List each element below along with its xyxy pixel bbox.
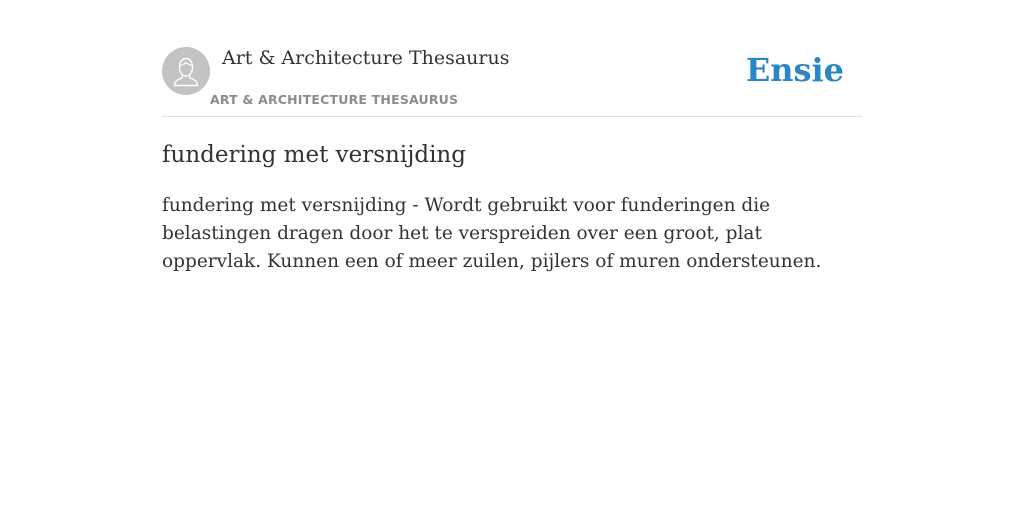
entry-definition: fundering met versnijding - Wordt gebruikt voor funderingen die belastingen dragen door het te verspreiden over een groot, plat oppervlak. Kunnen een of meer zuilen, pijlers of muren ondersteunen. bbox=[162, 195, 822, 272]
ensie-logo-link[interactable]: Ensie bbox=[745, 51, 844, 89]
entry-title: fundering met versnijding bbox=[162, 142, 466, 168]
avatar[interactable] bbox=[162, 47, 210, 95]
author-header bbox=[162, 40, 862, 117]
author-name[interactable]: Art & Architecture Thesaurus bbox=[222, 47, 510, 69]
user-silhouette-icon bbox=[162, 47, 210, 95]
author-source-label: ART & ARCHITECTURE THESAURUS bbox=[210, 92, 459, 107]
